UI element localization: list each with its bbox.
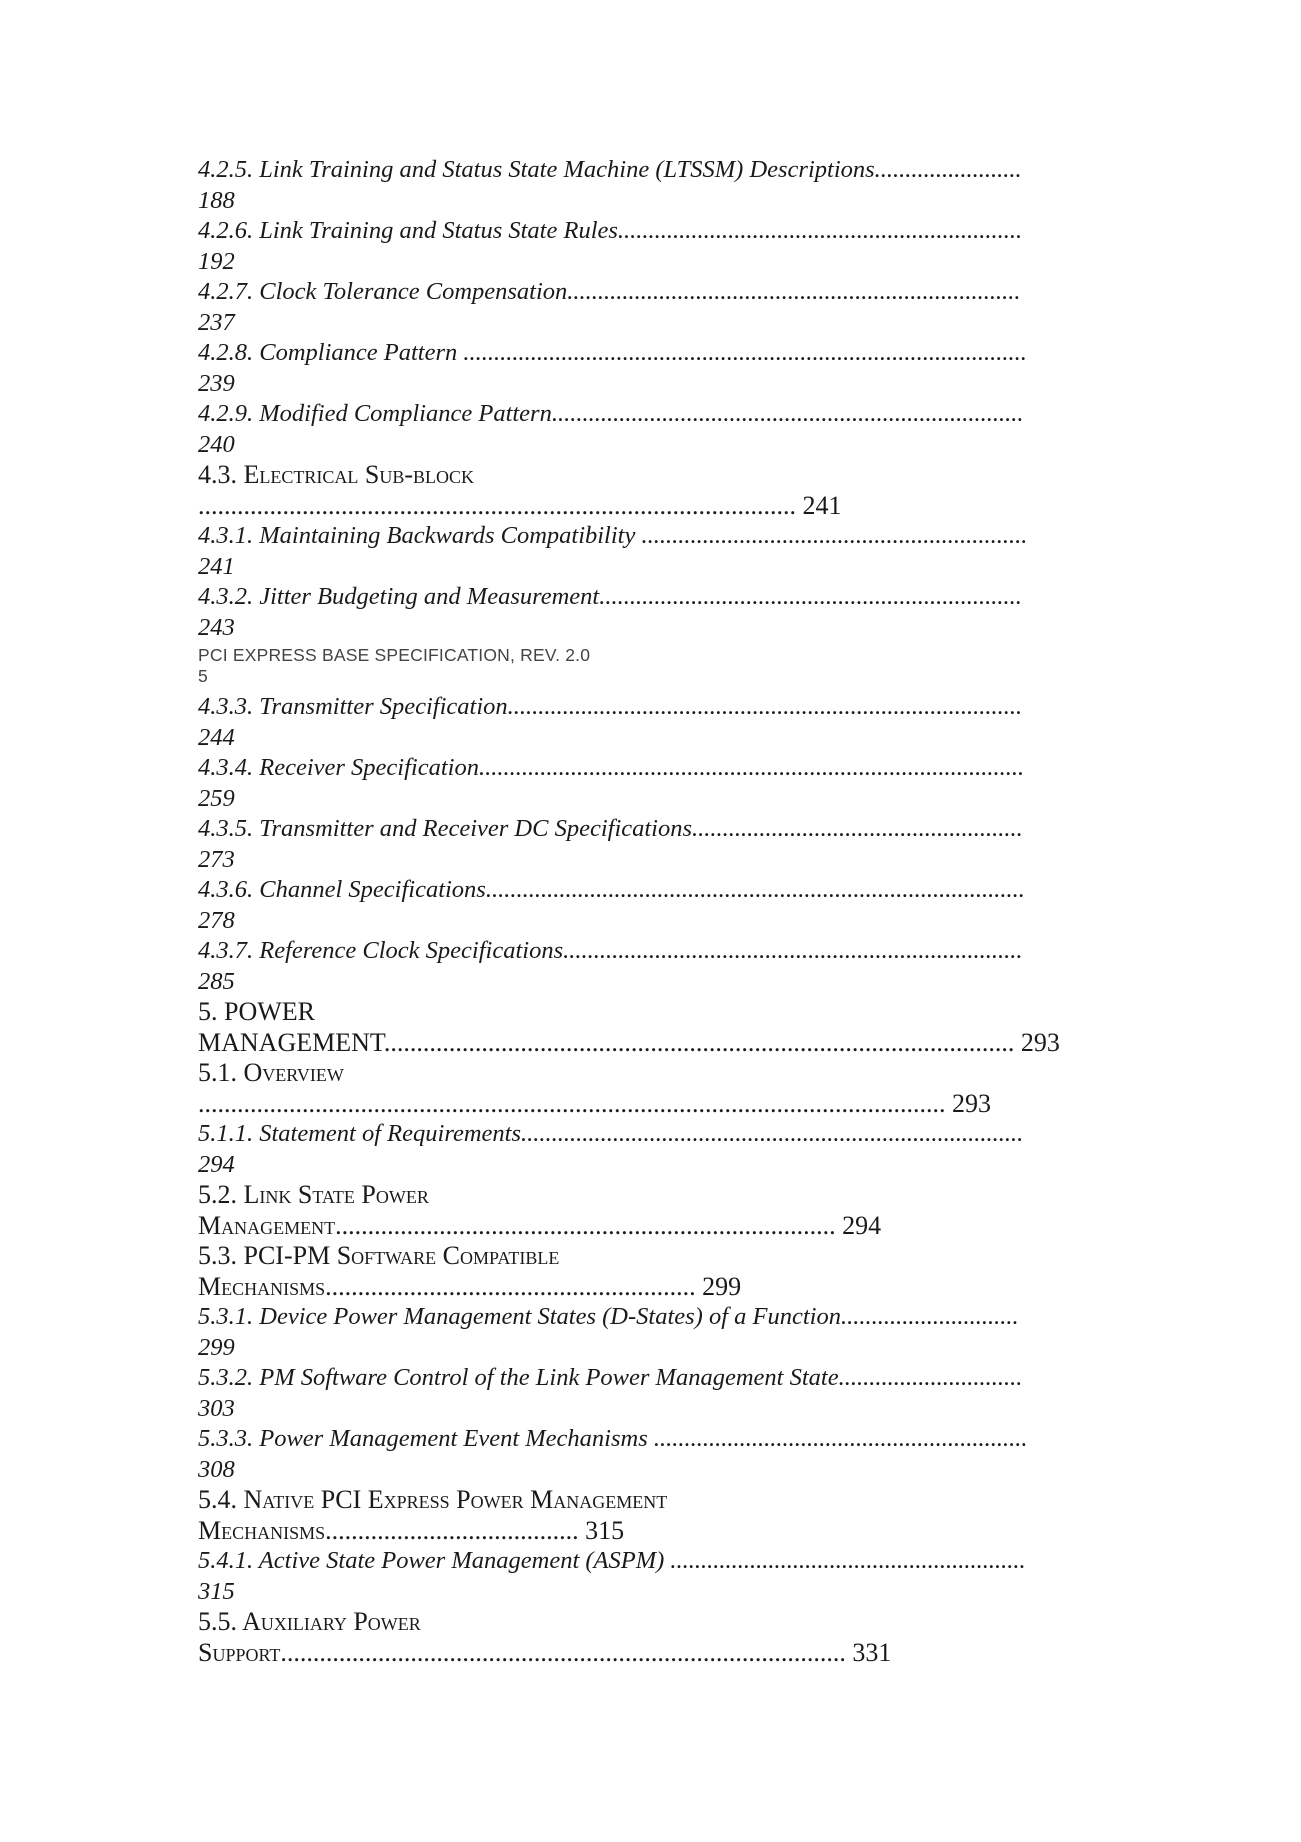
toc-line: 5.1. Overview [198, 1058, 344, 1087]
toc-line: 241 [198, 552, 235, 580]
toc-line: 5.3.3. Power Management Event Mechanisms ............................................................. [198, 1425, 1028, 1452]
toc-line: 4.2.9. Modified Compliance Pattern............................................................................. [198, 400, 1024, 427]
toc-line: ................................................................................................................... 293 [198, 1088, 991, 1118]
toc-line: 5. POWER [198, 997, 315, 1026]
toc-line: 5.5. Auxiliary Power [198, 1607, 421, 1636]
toc-line: 4.3.2. Jitter Budgeting and Measurement..................................................................... [198, 583, 1022, 610]
toc-line: 192 [198, 247, 235, 275]
toc-line: 4.2.6. Link Training and Status State Rules.................................................................. [198, 217, 1023, 244]
running-header-page-number: 5 [198, 666, 208, 686]
toc-line: Support....................................................................................... 331 [198, 1637, 892, 1667]
toc-line: 4.2.8. Compliance Pattern ............................................................................................ [198, 339, 1027, 366]
toc-line: 4.3.1. Maintaining Backwards Compatibility ............................................................... [198, 522, 1028, 549]
toc-line: Management............................................................................. 294 [198, 1210, 882, 1240]
toc-block-upper [198, 155, 1098, 643]
toc-line: Mechanisms....................................... 315 [198, 1515, 625, 1545]
toc-line: 4.3.4. Receiver Specification......................................................................................... [198, 754, 1025, 781]
toc-line: 4.3.5. Transmitter and Receiver DC Specifications...................................................... [198, 815, 1023, 842]
toc-line: 308 [198, 1455, 235, 1483]
toc-line: 4.3.3. Transmitter Specification.................................................................................... [198, 693, 1023, 720]
running-header-title: PCI EXPRESS BASE SPECIFICATION, REV. 2.0 [198, 645, 591, 665]
toc-line: 303 [198, 1394, 235, 1422]
toc-line: 239 [198, 369, 235, 397]
toc-line: 5.3. PCI-PM Software Compatible [198, 1241, 560, 1270]
toc-line: MANAGEMENT................................................................................................. 293 [198, 1027, 1060, 1057]
toc-page [198, 155, 1098, 1668]
toc-line: 4.3.7. Reference Clock Specifications........................................................................... [198, 937, 1023, 964]
toc-line: 315 [198, 1577, 235, 1605]
toc-line: 5.4.1. Active State Power Management (ASPM) .......................................................... [198, 1547, 1026, 1574]
toc-line: 259 [198, 784, 235, 812]
toc-line: ............................................................................................ 241 [198, 490, 842, 520]
toc-line: 278 [198, 906, 235, 934]
toc-line: 243 [198, 613, 235, 641]
toc-line: 5.3.1. Device Power Management States (D-States) of a Function............................. [198, 1303, 1019, 1330]
toc-line: 237 [198, 308, 235, 336]
toc-line: 294 [198, 1150, 235, 1178]
toc-line: 5.1.1. Statement of Requirements.................................................................................. [198, 1120, 1024, 1147]
toc-line: 5.4. Native PCI Express Power Management [198, 1485, 668, 1514]
toc-line: 188 [198, 186, 235, 214]
toc-line: Mechanisms......................................................... 299 [198, 1271, 742, 1301]
toc-line: 4.2.5. Link Training and Status State Machine (LTSSM) Descriptions........................ [198, 156, 1022, 183]
toc-line: 285 [198, 967, 235, 995]
toc-line: 4.3.6. Channel Specifications........................................................................................ [198, 876, 1025, 903]
toc-line: 5.3.2. PM Software Control of the Link Power Management State.............................. [198, 1364, 1023, 1391]
toc-block-lower [198, 692, 1098, 1668]
toc-line: 244 [198, 723, 235, 751]
toc-line: 273 [198, 845, 235, 873]
toc-line: 5.2. Link State Power [198, 1180, 429, 1209]
toc-line: 4.2.7. Clock Tolerance Compensation.......................................................................... [198, 278, 1021, 305]
toc-line: 240 [198, 430, 235, 458]
toc-line: 4.3. Electrical Sub-block [198, 460, 475, 489]
toc-line: 299 [198, 1333, 235, 1361]
